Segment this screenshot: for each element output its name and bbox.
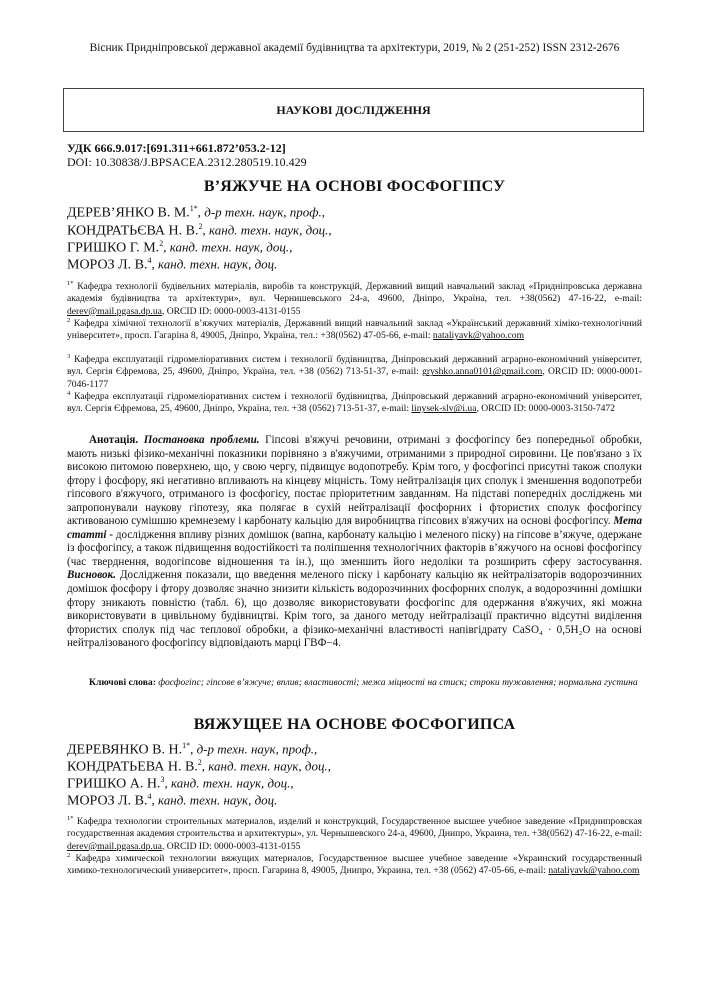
doi: DOI: 10.30838/J.BPSACEA.2312.280519.10.429	[67, 155, 307, 169]
section-heading: НАУКОВІ ДОСЛІДЖЕННЯ	[63, 88, 644, 132]
author-ru-3: ГРИШКО А. Н.$^3$, канд. техн. наук, доц.,	[67, 775, 294, 792]
affiliation-ru-1: $^{1*}$ Кафедра технологии строительных материалов, изделий и конструкций, Государственное высшее учебное заведение «Приднипровская государственная академия строительства и архитектуры», ул. Чернышевского 24-а, 49600, Днипро, Украина, тел. +38(0562) 47-16-22, e-mail: derev@mail.pgasa.dp.ua, ORCID ID: 0000-0003-4131-0155	[67, 815, 642, 852]
author-ua-3: ГРИШКО Г. М.$^2$, канд. техн. наук, доц.,	[67, 239, 293, 256]
author-ua-4: МОРОЗ Л. В.$^4$, канд. техн. наук, доц.	[67, 256, 278, 273]
author-ua-2: КОНДРАТЬЄВА Н. В.$^2$, канд. техн. наук, доц.,	[67, 222, 332, 239]
abstract-ua: Анотація. Постановка проблеми. Гіпсові в'яжучі речовини, отримані з фосфогіпсу без попередньої обробки, мають низькі фізико-механічні показники порівняно з в'яжучими, отриманими з природної сировини. Це пов'язано з їх високою питомою поверхнею, що, у свою чергу, підвищує водопотребу. Крім того, у фосфогіпсі присутні також сполуки фтору і фосфору, які негативно впливають на кінцеву міцність. Тому нейтралізація цих сполук і зменшення водопотреби гіпсового в'яжучого, отриманого із фосфогісу, постає пріоритетним завданням. На підставі попередніх досліджень ми запропонували наукову гіпотезу, яка полягає в сухій нейтралізації фосфорних і фтористих сполук фосфогіпсу активованою сумішшю кремнезему і карбонату кальцію для виробництва гіпсових в'яжучих на основі фосфогіпсу. Мета статті - дослідження впливу різних домішок (вапна, карбонату кальцію і меленого піску) на гіпсове в’яжуче, одержане із фосфогіпсу, а також підвищення водостійкості та поліпшення технологічних факторів в’яжучого на основі фосфогіпсу (час тверднення, водогіпсове відношення та ін.), що зменшить його недоліки та розширить сферу застосування. Висновок. Дослідження показали, що введення меленого піску і карбонату кальцію як нейтралізаторів водорозчинних домішок фосфору і фтору дозволяє значно знизити кількість водорозчинних фосфорних сполук, а водорозчинні домішки фтору зникають повністю (табл. 6), що дозволяє використовувати фосфогіпс для одержання в'яжучих, які можна використовувати в цивільному будівництві. Крім того, за даного методу нейтралізації практично відсутні виділення фтористих сполук під час теплової обробки, а фізико-механічні властивості напівгідрату CaSO₄ · 0,5H₂O на основі нейтралізованого фосфогіпсу відповідають марці ГВФ−4.	[67, 434, 642, 650]
affiliation-ua-3: $^3$ Кафедра експлуатації гідромеліоративних систем і технології будівництва, Дніпровський державний аграрно-економічний університет, вул. Сергія Єфремова, 25, 49600, Дніпро, Україна, тел. +38 (0562) 713-51-37, e-mail: gryshko.anna0101@gmail.com, ORCID ID: 0000-0001-7046-1177	[67, 353, 642, 390]
email-link[interactable]: nataliyavk@yahoo.com	[548, 865, 640, 877]
affiliation-ua-2: $^2$ Кафедра хімічної технології в’яжучих матеріалів, Державний вищий навчальний заклад «Український державний хіміко-технологічний університет», просп. Гагаріна 8, 49005, Дніпро, Україна, тел.: +38(0562) 47-05-66, e-mail: nataliyavk@yahoo.com	[67, 317, 642, 342]
affiliation-ua-1: $^{1*}$ Кафедра технології будівельних матеріалів, виробів та конструкцій, Державний вищий навчальний заклад «Придніпровська державна академія будівництва та архітектури», вул. Чернишевського 24-а, 49600, Дніпро, Україна, тел. +38(0562) 47-16-22, e-mail: derev@mail.pgasa.dp.ua, ORCID ID: 0000-0003-4131-0155	[67, 280, 642, 317]
email-link[interactable]: nataliyavk@yahoo.com	[432, 330, 525, 342]
author-ua-1: ДЕРЕВ’ЯНКО В. М.$^{1*}$, д-р техн. наук, проф.,	[67, 204, 326, 221]
keywords-ua: Ключові слова: фосфогіпс; гіпсове в’яжуче; вплив; властивості; межа міцності на стиск; строки тужавлення; нормальна густина	[89, 677, 638, 688]
email-link[interactable]: linysek-slv@i.ua	[411, 403, 477, 415]
email-link[interactable]: gryshko.anna0101@gmail.com	[422, 366, 543, 378]
author-ru-2: КОНДРАТЬЕВА Н. В.$^2$, канд. техн. наук, доц.,	[67, 758, 331, 775]
affiliation-ua-4: $^4$ Кафедра експлуатації гідромеліоративних систем і технології будівництва, Дніпровський державний аграрно-економічний університет, вул. Сергія Єфремова, 25, 49600, Дніпро, Україна, тел. +38 (0562) 713-51-37, e-mail: linysek-slv@i.ua, ORCID ID: 0000-0003-3150-7472	[67, 390, 642, 415]
author-ru-4: МОРОЗ Л. В.$^4$, канд. техн. наук, доц.	[67, 792, 278, 809]
journal-header: Вісник Придніпровської державної академії будівництва та архітектури, 2019, № 2 (251-252) ISSN 2312-2676	[89, 42, 620, 54]
title-ru: ВЯЖУЩЕЕ НА ОСНОВЕ ФОСФОГИПСА	[193, 716, 516, 733]
title-ua: В’ЯЖУЧЕ НА ОСНОВІ ФОСФОГІПСУ	[203, 178, 506, 195]
author-ru-1: ДЕРЕВЯНКО В. Н.$^{1*}$, д-р техн. наук, проф.,	[67, 741, 318, 758]
email-link[interactable]: derev@mail.pgasa.dp.ua	[67, 305, 162, 317]
email-link[interactable]: derev@mail.pgasa.dp.ua	[67, 840, 162, 852]
udk-code: УДК 666.9.017:[691.311+661.872’053.2-12]	[67, 141, 286, 155]
affiliation-ru-2: $^2$ Кафедра химической технологии вяжущих материалов, Государственное высшее учебное заведение «Украинский государственный химико-технологический университет», просп. Гагарина 8, 49005, Днипро, Украина, тел. +38 (0562) 47-05-66, e-mail: nataliyavk@yahoo.com	[67, 852, 642, 877]
